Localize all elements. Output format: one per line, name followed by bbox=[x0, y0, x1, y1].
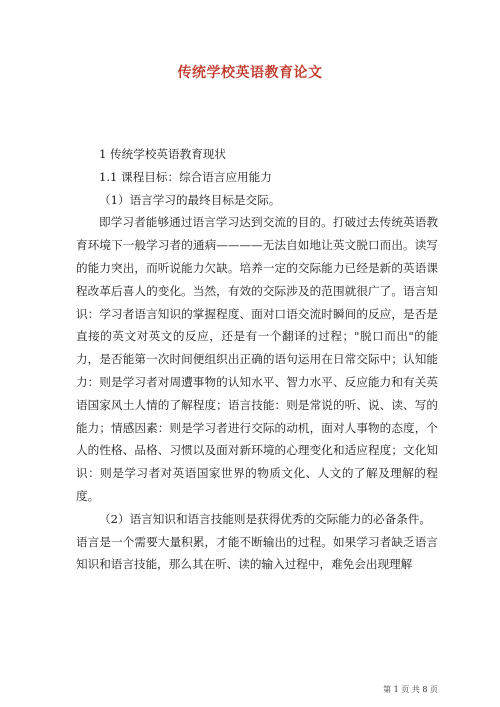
paragraph-1: 即学习者能够通过语言学习达到交流的目的。打破过去传统英语教育环境下一般学习者的通病————无法自如地让英文脱口而出。读写的能力突出，而听说能力欠缺。培养一定的交际能力已经是新的英语课程改革后喜人的变化。当然，有效的交际涉及的范围就很广了。语言知识：学习者语言知识的掌握程度、面对口语交流时瞬间的反应，是否是直接的英文对英文的反应，还是有一个翻译的过程；"脱口而出"的能力，是否能第一次时间便组织出正确的语句运用在日常交际中；认知能力：则是学习者对周遭事物的认知水平、智力水平、反应能力和有关英语国家风土人情的了解程度；语言技能：则是常说的听、说、读、写的能力；情感因素：则是学习者进行交际的动机，面对人事物的态度，个人的性格、品格、习惯以及面对新环境的心理变化和适应程度；文化知识：则是学习者对英语国家世界的物质文化、人文的了解及理解的程度。 bbox=[76, 215, 438, 503]
paragraph-2: 语言是一个需要大量积累，才能不断输出的过程。如果学习者缺乏语言知识和语言技能，那么其在听、读的输入过程中，难免会出现理解 bbox=[76, 534, 438, 572]
document-body bbox=[76, 143, 438, 576]
section-heading: 1 传统学校英语教育现状 bbox=[99, 147, 226, 161]
item-2-heading: （2）语言知识和语言技能则是获得优秀的交际能力的必备条件。 bbox=[99, 511, 432, 526]
document-title: 传统学校英语教育论文 bbox=[177, 65, 323, 81]
subsection-heading: 1.1 课程目标：综合语言应用能力 bbox=[99, 169, 272, 184]
item-1-heading: （1）语言学习的最终目标是交际。 bbox=[99, 192, 281, 207]
page-number: 第 1 页 共 8 页 bbox=[383, 685, 438, 694]
